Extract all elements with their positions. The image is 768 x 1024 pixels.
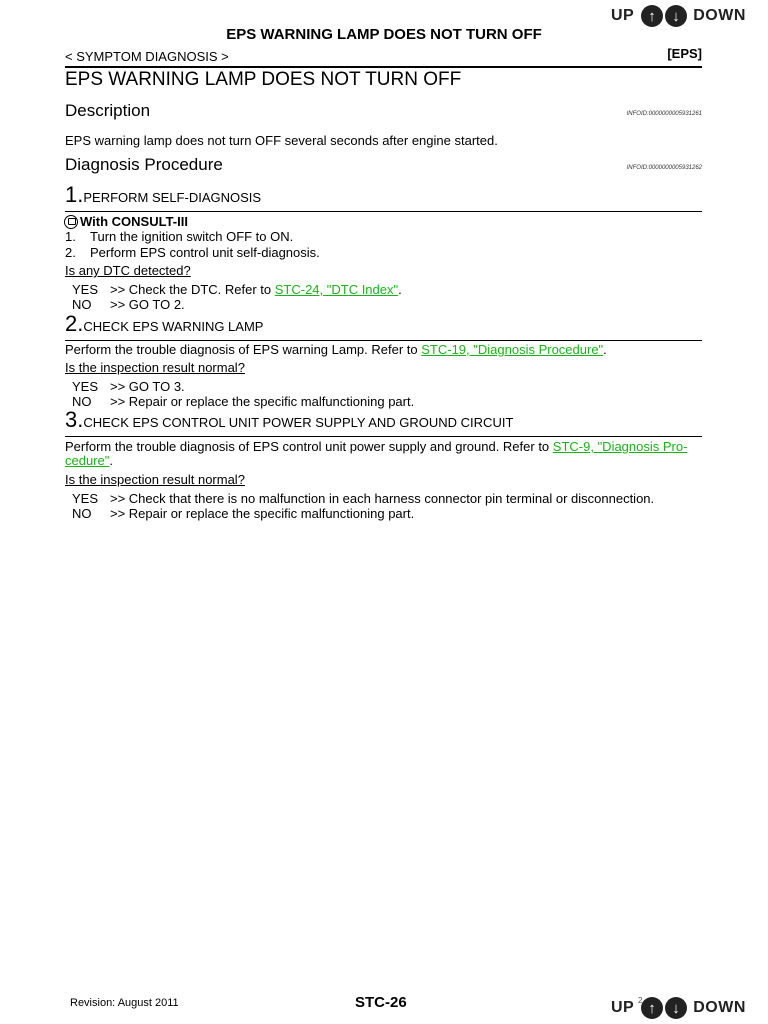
- step-1-no-row: [65, 297, 185, 312]
- consult-tool-icon: [64, 215, 78, 229]
- step-3-header: [65, 409, 513, 431]
- yes-key: YES: [72, 491, 99, 506]
- item-number: 2.: [65, 245, 76, 260]
- footer-page-number: STC-26: [355, 994, 407, 1011]
- footer-revision: Revision: August 2011: [70, 997, 179, 1009]
- step-3-title: CHECK EPS CONTROL UNIT POWER SUPPLY AND GROUND CIRCUIT: [83, 415, 514, 430]
- up-nav-link[interactable]: UP: [611, 7, 635, 24]
- page-heading: EPS WARNING LAMP DOES NOT TURN OFF: [65, 69, 462, 90]
- step-2-rule: [65, 340, 702, 341]
- up-nav-link[interactable]: UP: [611, 999, 635, 1016]
- stc-9-link[interactable]: STC-9, "Diagnosis Pro-: [552, 439, 688, 454]
- down-nav-link[interactable]: DOWN: [693, 7, 746, 24]
- step-1-number: 1.: [65, 182, 84, 207]
- no-key: NO: [72, 297, 92, 312]
- step-2-question: Is the inspection result normal?: [65, 360, 245, 375]
- top-nav: [611, 5, 746, 27]
- yes-text-post: .: [398, 282, 402, 297]
- section-label: < SYMPTOM DIAGNOSIS >: [65, 49, 229, 64]
- no-key: NO: [72, 394, 92, 409]
- step-3-no-row: [65, 506, 414, 521]
- step-1-header: [65, 184, 261, 206]
- bottom-nav: [611, 997, 746, 1019]
- footer-small-number: 2: [638, 996, 643, 1005]
- step-2-body-pre: Perform the trouble diagnosis of EPS warning Lamp. Refer to: [65, 342, 422, 357]
- stc-9-link-cont[interactable]: cedure": [65, 453, 110, 468]
- stc-24-link[interactable]: STC-24, "DTC Index": [274, 282, 399, 297]
- header-rule: [65, 66, 702, 68]
- no-text: >> Repair or replace the specific malfunctioning part.: [110, 394, 415, 409]
- description-infoid: INFOID:0000000005931261: [626, 111, 702, 117]
- no-key: NO: [72, 506, 92, 521]
- stc-19-link[interactable]: STC-19, "Diagnosis Procedure": [421, 342, 604, 357]
- step-3-question: Is the inspection result normal?: [65, 472, 245, 487]
- step-3-body-line-1: [65, 439, 687, 454]
- step-3-number: 3.: [65, 407, 84, 432]
- step-3-body-line-2: [65, 453, 113, 468]
- arrow-up-icon[interactable]: ↑: [641, 997, 663, 1019]
- no-text: >> Repair or replace the specific malfunctioning part.: [110, 506, 415, 521]
- step-3-body-pre: Perform the trouble diagnosis of EPS control unit power supply and ground. Refer to: [65, 439, 553, 454]
- step-3-body-post: .: [109, 453, 113, 468]
- consult-line: [64, 214, 188, 229]
- consult-label: With CONSULT-III: [80, 214, 188, 229]
- item-number: 1.: [65, 229, 76, 244]
- step-1-rule: [65, 211, 702, 212]
- step-2-header: [65, 313, 263, 335]
- arrow-down-icon[interactable]: ↓: [665, 5, 687, 27]
- yes-key: YES: [72, 282, 99, 297]
- item-text: Turn the ignition switch OFF to ON.: [90, 229, 294, 244]
- step-2-no-row: [65, 394, 414, 409]
- yes-text: [110, 282, 402, 297]
- procedure-infoid: INFOID:0000000005931262: [626, 165, 702, 171]
- arrow-up-icon[interactable]: ↑: [641, 5, 663, 27]
- step-1-title: PERFORM SELF-DIAGNOSIS: [83, 190, 262, 205]
- down-nav-link[interactable]: DOWN: [693, 999, 746, 1016]
- step-2-title: CHECK EPS WARNING LAMP: [83, 319, 264, 334]
- step-1-item-1: [65, 229, 293, 244]
- item-text: Perform EPS control unit self-diagnosis.: [90, 245, 320, 260]
- step-1-question: Is any DTC detected?: [65, 263, 191, 278]
- yes-text: >> Check that there is no malfunction in each harness connector pin terminal or disconnection.: [110, 491, 655, 506]
- step-2-number: 2.: [65, 311, 84, 336]
- no-text: >> GO TO 2.: [110, 297, 185, 312]
- step-2-body: [65, 342, 607, 357]
- step-3-yes-row: [65, 491, 654, 506]
- step-1-item-2: [65, 245, 320, 260]
- arrow-down-icon[interactable]: ↓: [665, 997, 687, 1019]
- yes-key: YES: [72, 379, 99, 394]
- step-2-yes-row: [65, 379, 185, 394]
- step-2-body-post: .: [603, 342, 607, 357]
- description-heading: Description: [65, 101, 151, 120]
- description-text: EPS warning lamp does not turn OFF several seconds after engine started.: [65, 133, 498, 148]
- step-1-yes-row: [65, 282, 402, 297]
- procedure-heading: Diagnosis Procedure: [65, 155, 223, 174]
- step-3-rule: [65, 436, 702, 437]
- header-title: EPS WARNING LAMP DOES NOT TURN OFF: [226, 26, 542, 43]
- section-tag: [EPS]: [667, 46, 702, 61]
- yes-text: >> GO TO 3.: [110, 379, 185, 394]
- yes-text-pre: >> Check the DTC. Refer to: [110, 282, 275, 297]
